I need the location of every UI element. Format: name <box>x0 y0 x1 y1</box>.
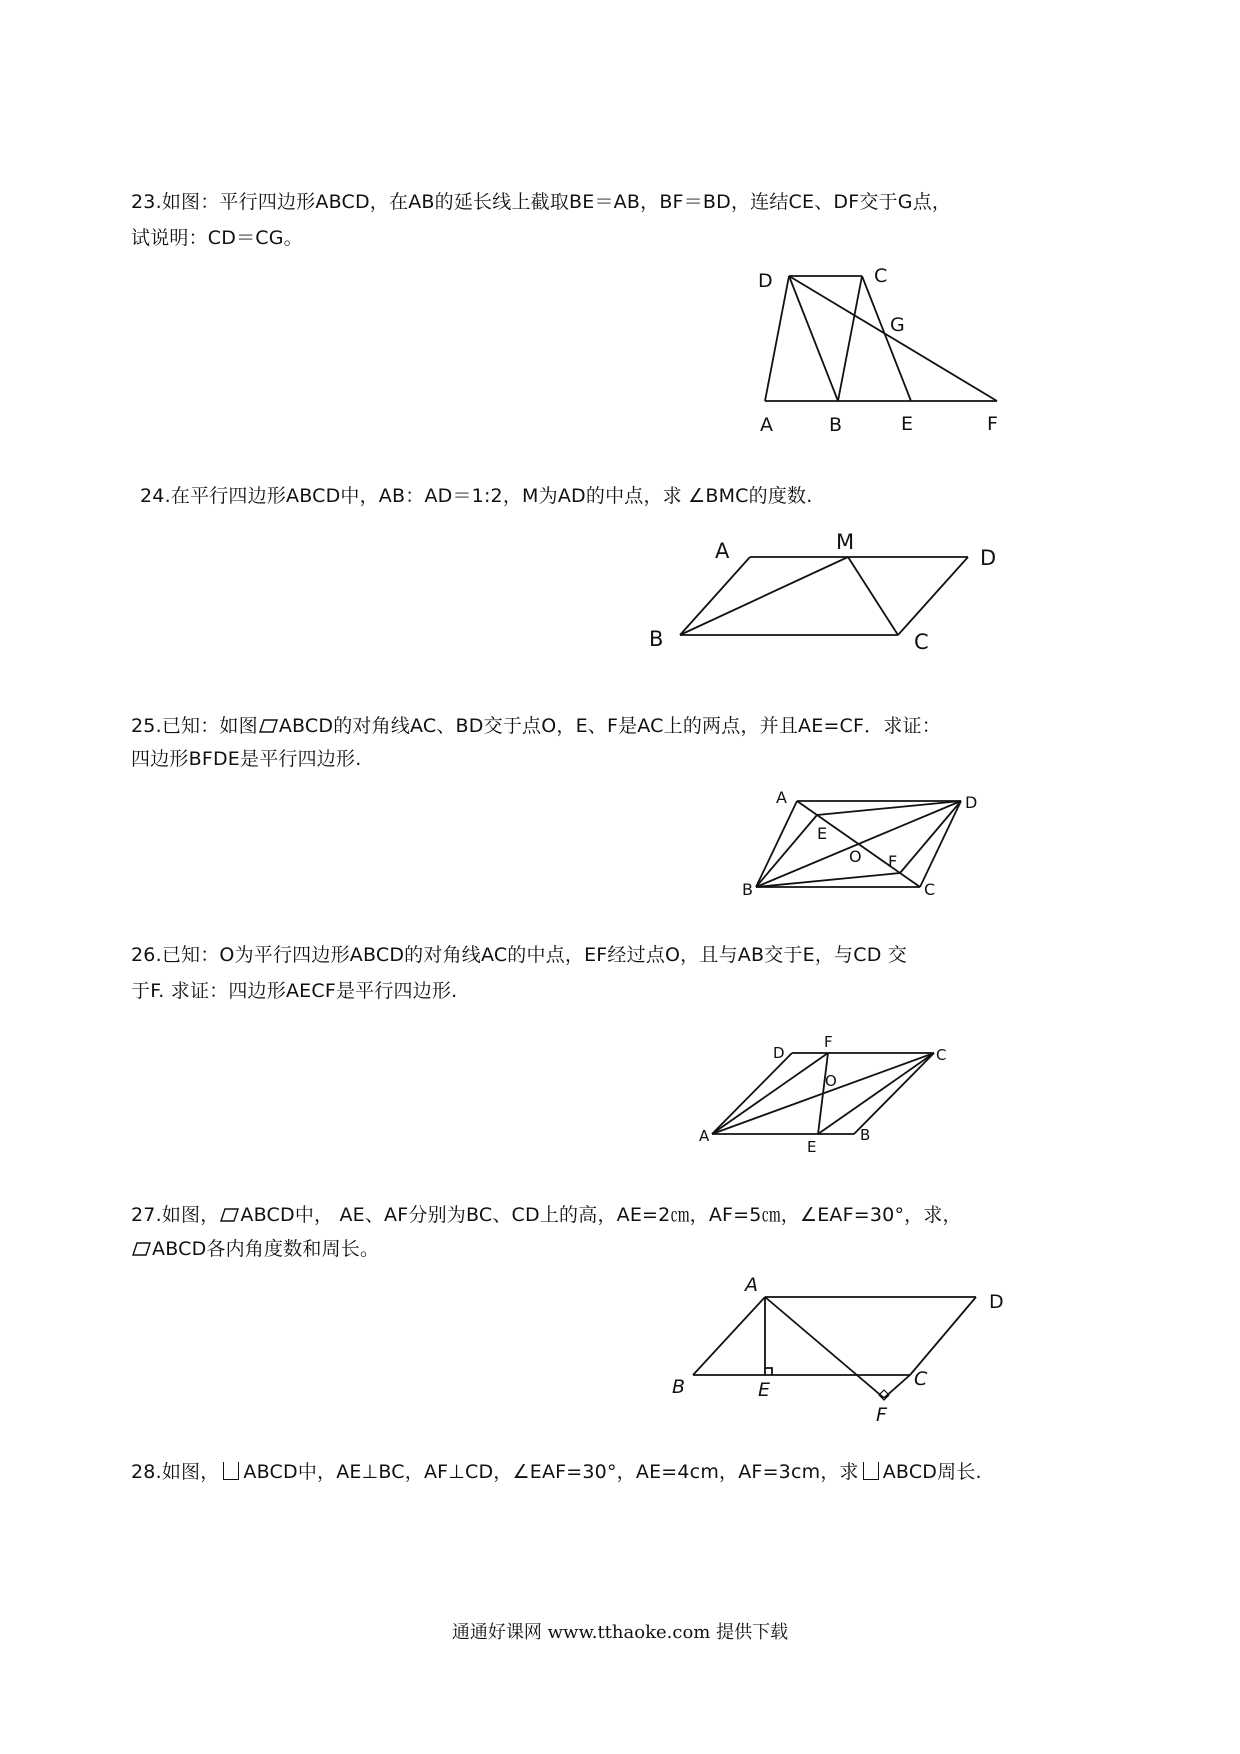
problem-28-line-1 <box>131 1460 1011 1484</box>
label-26-d: D <box>773 1044 785 1062</box>
label-26-c: C <box>936 1046 947 1064</box>
label-27-e: E <box>758 1379 771 1401</box>
label-26-a: A <box>699 1127 710 1145</box>
label-25-f: F <box>888 852 898 871</box>
label-25-a: A <box>776 788 787 807</box>
problem-28-text-mid: ABCD中，AE⊥BC，AF⊥CD，∠EAF=30°，AE=4cm，AF=3cm，求 <box>243 1461 859 1483</box>
label-24-c: C <box>914 630 929 654</box>
label-27-b: B <box>672 1376 686 1398</box>
problem-27-text-end-2: ABCD各内角度数和周长。 <box>152 1238 380 1260</box>
label-27-c: C <box>914 1368 928 1390</box>
label-25-d: D <box>965 793 978 812</box>
problem-25-text-end: ABCD的对角线AC、BD交于点O，E、F是AC上的两点，并且AE=CF．求证： <box>278 715 941 737</box>
label-25-e: E <box>817 824 828 843</box>
page-footer: 通通好课网 www.tthaoke.com 提供下载 <box>451 1622 789 1643</box>
label-25-c: C <box>924 880 936 899</box>
problem-23-line-1: 23.如图：平行四边形ABCD，在AB的延长线上截取BE＝AB，BF＝BD，连结CE、DF交于G点， <box>131 191 952 213</box>
label-24-a: A <box>715 539 730 563</box>
label-27-d: D <box>989 1291 1004 1313</box>
problem-24-line-1: 24.在平行四边形ABCD中，AB：AD＝1:2，M为AD的中点，求 ∠BMC的度数. <box>140 485 813 507</box>
problem-27-text-end: ABCD中， AE、AF分别为BC、CD上的高，AE=2㎝，AF=5㎝，∠EAF=30°，求， <box>240 1204 962 1226</box>
label-24-b: B <box>649 627 664 651</box>
label-25-o: O <box>849 847 862 866</box>
problem-27-text-start: 27.如图， <box>131 1204 220 1226</box>
label-23-a: A <box>760 414 773 436</box>
problem-25-line-2: 四边形BFDE是平行四边形. <box>131 748 362 770</box>
label-23-c: C <box>874 265 888 287</box>
label-26-f: F <box>824 1033 833 1051</box>
label-23-e: E <box>901 413 914 435</box>
problem-26-line-2: 于F. 求证：四边形AECF是平行四边形. <box>131 980 458 1002</box>
label-27-a: A <box>745 1274 758 1296</box>
problem-26-line-1: 26.已知：O为平行四边形ABCD的对角线AC的中点，EF经过点O，且与AB交于E，与CD 交 <box>131 944 907 966</box>
problem-28-text-end: ABCD周长. <box>882 1461 982 1483</box>
label-23-g: G <box>890 314 905 336</box>
label-23-b: B <box>829 414 843 436</box>
problem-23-line-2: 试说明：CD＝CG。 <box>131 227 303 249</box>
label-24-d: D <box>980 546 997 570</box>
label-26-o: O <box>825 1072 837 1090</box>
problem-28-text-start: 28.如图， <box>131 1461 220 1483</box>
label-26-b: B <box>860 1126 871 1144</box>
parallelogram-box-icon <box>223 1462 239 1480</box>
label-24-m: M <box>836 530 855 554</box>
label-23-d: D <box>758 270 773 292</box>
parallelogram-box-icon <box>863 1462 879 1480</box>
problem-25-text-start: 25.已知：如图 <box>131 715 258 737</box>
label-25-b: B <box>742 880 753 899</box>
label-27-f: F <box>876 1404 887 1426</box>
label-26-e: E <box>807 1138 817 1156</box>
label-23-f: F <box>987 413 998 435</box>
